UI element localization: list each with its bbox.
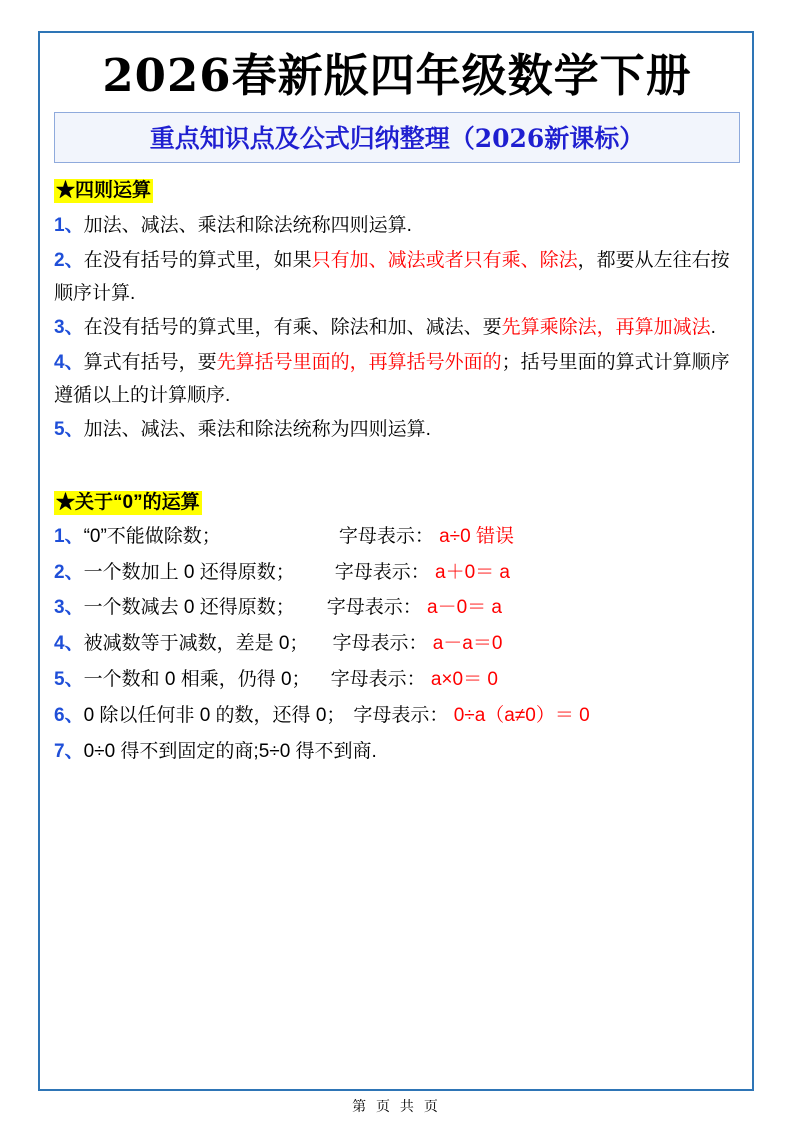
list-item-text: 加法、减法、乘法和除法统称四则运算. bbox=[83, 215, 412, 237]
list-item-text: 算式有括号，要 bbox=[83, 351, 217, 373]
formula-value: a÷0 错误 bbox=[433, 525, 514, 547]
rule-text: 被减数等于减数，差是 0； bbox=[83, 633, 309, 655]
rule-text: “0”不能做除数； bbox=[83, 525, 221, 547]
list-item-number: 3、 bbox=[54, 317, 84, 339]
list-item-text: 先算括号里面的， bbox=[216, 351, 369, 373]
section-heading-text: ★关于“0”的运算 bbox=[56, 491, 200, 513]
formula-label: 字母表示： bbox=[338, 525, 434, 547]
list-item-text: ；括号里面的算式计算顺序遵循以上的计算顺序. bbox=[54, 351, 730, 406]
list-item bbox=[54, 312, 742, 345]
list-item bbox=[54, 629, 742, 660]
list-item bbox=[54, 737, 742, 768]
list-item-number: 2、 bbox=[54, 249, 84, 271]
list-item-number: 4、 bbox=[54, 633, 84, 655]
section-heading bbox=[54, 175, 742, 202]
formula-value: a＋0＝ a bbox=[429, 561, 510, 583]
formula-value: 0÷a（a≠0）＝ 0 bbox=[448, 704, 590, 726]
list-item bbox=[54, 414, 742, 447]
list-item bbox=[54, 665, 742, 696]
rule-text: 0 除以任何非 0 的数，还得 0； bbox=[83, 704, 346, 726]
formula-group bbox=[353, 701, 589, 732]
rule-text: 0÷0 得不到固定的商;5÷0 得不到商. bbox=[83, 740, 377, 762]
list-item bbox=[54, 210, 742, 243]
list-item-number: 1、 bbox=[54, 215, 84, 237]
formula-group bbox=[339, 522, 514, 553]
list-item-number: 5、 bbox=[54, 419, 84, 441]
list-item-number: 2、 bbox=[54, 561, 84, 583]
list-item-number: 7、 bbox=[54, 740, 84, 762]
list-item bbox=[54, 593, 742, 624]
list-item-number: 5、 bbox=[54, 669, 84, 691]
formula-label: 字母表示： bbox=[326, 597, 422, 619]
formula-group bbox=[331, 665, 498, 696]
list-item-text: 再算括号外面的 bbox=[368, 351, 502, 373]
zero-operations-list bbox=[52, 522, 742, 767]
list-item-text: 先算乘除法，再算加减法 bbox=[501, 317, 711, 339]
section-spacer bbox=[52, 449, 742, 477]
rule-text: 一个数和 0 相乘，仍得 0； bbox=[83, 669, 311, 691]
rule-text: 一个数减去 0 还得原数； bbox=[83, 597, 295, 619]
list-item bbox=[54, 245, 742, 310]
four-operations-list bbox=[52, 210, 742, 447]
section-four-operations bbox=[52, 175, 742, 447]
list-item-text: ，都要从左往右按顺序计算. bbox=[54, 249, 730, 304]
formula-label: 字母表示： bbox=[332, 633, 428, 655]
list-item-number: 6、 bbox=[54, 704, 84, 726]
formula-group bbox=[332, 629, 502, 660]
formula-label: 字母表示： bbox=[334, 561, 430, 583]
list-item-number: 1、 bbox=[54, 525, 84, 547]
formula-value: a×0＝ 0 bbox=[425, 669, 498, 691]
list-item bbox=[54, 347, 742, 412]
list-item-text: 在没有括号的算式里，有乘、除法和加、减法、要 bbox=[83, 317, 502, 339]
list-item-number: 3、 bbox=[54, 597, 84, 619]
list-item-number: 4、 bbox=[54, 351, 84, 373]
page-title: 2026春新版四年级数学下册 bbox=[102, 49, 692, 102]
list-item-text: 加法、减法、乘法和除法统称为四则运算. bbox=[83, 419, 431, 441]
section-zero-operations bbox=[52, 487, 742, 767]
formula-group bbox=[327, 593, 502, 624]
formula-value: a－0＝ a bbox=[421, 597, 502, 619]
list-item-text: 只有加、减法或者只有乘、除法 bbox=[311, 249, 578, 271]
document-content bbox=[52, 44, 742, 772]
formula-value: a－a＝0 bbox=[427, 633, 503, 655]
list-item bbox=[54, 558, 742, 589]
formula-label: 字母表示： bbox=[353, 704, 449, 726]
formula-group bbox=[335, 558, 510, 589]
section-heading-text: ★四则运算 bbox=[56, 180, 152, 202]
list-item-text: 在没有括号的算式里，如果 bbox=[83, 249, 312, 271]
subtitle-text: 重点知识点及公式归纳整理（2026新课标） bbox=[149, 124, 645, 154]
rule-text: 一个数加上 0 还得原数； bbox=[83, 561, 295, 583]
list-item bbox=[54, 522, 742, 553]
page-footer: 第 页 共 页 bbox=[352, 1098, 441, 1114]
list-item bbox=[54, 701, 742, 732]
formula-label: 字母表示： bbox=[330, 669, 426, 691]
list-item-text: . bbox=[710, 317, 716, 339]
section-heading bbox=[54, 487, 742, 514]
subtitle-box bbox=[54, 112, 740, 163]
